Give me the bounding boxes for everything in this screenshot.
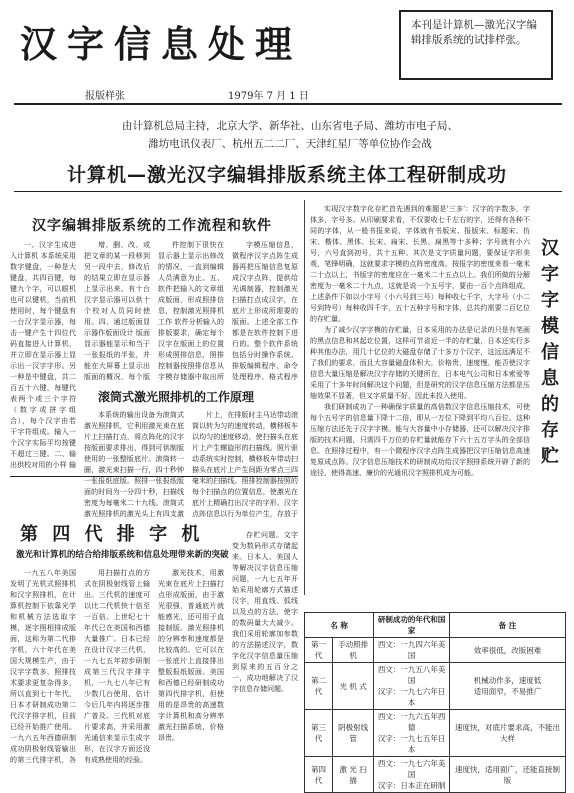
section3-subtitle: 激光和计算机的结合给排版系统和信息处理带来新的突破	[16, 550, 229, 560]
section1-column-2: 增、删、改、或把文章的某一段移到另一段中去，修改后的结果立即在显示器上显示出来。有十台汉字显示器可以供十个校对人员同时使用。四、通过版面显示器作版面设计 版面显示器能显示和当于一张报纸的半张，并能在大屏幕上显示出版面的概况，每个版	[84, 241, 150, 380]
table-row	[305, 638, 566, 663]
headline-rule	[14, 191, 562, 192]
table-cell-name: 光 机 式	[332, 663, 373, 710]
section3-column-4: 存贮问题。文字变为数码形式存储起来。日本人、美国人等解决汉字信息压缩问题，一九七五年开始采用轮廓方式描述汉字，用直线、弧线以及点的方法，使字的数码量大大减少。我们采用轮廓加参数的方法描述汉字，数字化汉字信息量压缩到原来的五百分之一，成功地解决了汉字信息存储问题。	[232, 531, 298, 693]
table-cell-when: 西文：一九五八年美国 汉字：一九七六年日本	[374, 663, 450, 710]
table-cell-when: 西文：一九六五年西德 汉字：一九七五年日本	[374, 710, 450, 757]
table-row	[305, 663, 566, 710]
table-cell-gen: 第一代	[305, 638, 333, 663]
section3-rule	[10, 476, 298, 477]
table-cell-note: 机械动作多，速度低 适用面窄，不易推广	[449, 663, 565, 710]
organizers-line-2: 潍坊电讯仪表厂、杭州五二二厂、天津红星厂等单位协作会战	[148, 138, 432, 150]
vertical-title: 汉字字模信息的存贮	[541, 238, 559, 467]
masthead-title: 汉字信息处理	[20, 22, 302, 66]
issue-date: 1979年 7 月 1 日	[228, 91, 309, 102]
table-row	[305, 710, 566, 757]
main-headline: 计算机—激光汉字编辑排版系统主体工程研制成功	[66, 164, 507, 186]
table-cell-gen: 第二代	[305, 663, 333, 710]
organizers-line-1: 由计算机总局主持，北京大学、新华社、山东省电子局、潍坊市电子局、	[122, 120, 458, 132]
section3-column-2: 用扫描打点的方式在阴极射线管上输出。三代机的速度可以比二代机快十倍至一百倍。上世纪七十年代已在美国和西德大量推广。日本已经在设计汉字三代机，一九七五年初步研制成第三代汉字排字机，一九七八年已有少数几台使用，估计今后几年内将逐步推广普及。三代机对底片要求高，并采用激光通信来显示生成字形，在汉字方面还没有成熟使用的经验。	[84, 569, 150, 764]
right-column-text: 实现汉字数字化存贮首先遇到的难题是'三多'：汉字的字数多，字体多，字号多。从印刷要求看，不仅要收七千左右的字，还得有各种不同的字体，从一般书报来说，字体就有书版宋、报版宋、标题宋、仿宋、楷体、黑体、长宋、扁宋、长黑、扁黑等十多种；字号就有小六号，六号直到初号，共十五种。其次是文字质量问题，要保证字形美观，笔锋明确，这就要求字模的点阵密度高。按报字的密度来看一毫米二十点以上，书版字的密度应在一毫米二十五点以上。我们所做的分解密度为一毫米二十九点，这就是说一个五号字，要由一百个点阵组成，上述条件下如以小字号（小六号到三号）每种收七千字，大字号（小二号到特号）每种收四千字，五十五种字号和字体，总共约需要二百亿位的存贮量。 为了减少汉字字模的存贮量，日本采用的办法是记录的只是有笔画的黑点信息和其起讫位置，这样可节省近一半的存贮量，日本还实行多种其他办法，用几十亿位的大磁盘存储了十多万个汉字，这远远满足不了我们的要求，而且大容量磁盘体积大，价格贵，速度慢。能否使汉字信息大量压缩是解决汉字存储的关键所在，日本电气公司和日本索爱等采用了十多年时间解决这个问题，但是研究的汉字信息压缩方法都是压缩效果不显著，但又字质量不好，因此未投入使用。 我们研制成功了一种确保字质量的高倍数汉字信息压缩技术，可使每个五号字的信息量下降十二倍，即从一万位下降到平均八百位。这种压缩方法还先于汉字字模。能与大容量中小存储器，还可以解决汉字排版的技术问题，只需四千万位的存贮量就能存下六十五万字头的全部信息。在照排过程中，有一个微程序汉字点阵生成器把汉字压缩信息高速复原成点阵。汉字信息压缩技术的研制成功给汉字照排系统开辟了新的途径，使得高速、廉价的光通讯汉字照排机成为可能。	[310, 205, 530, 477]
section1-column-1: 一、汉字生成进入计算机 本系统采用数字键盘，一种是大键盘，共四百键，每键九个字，可以眼机也可以键机，当前机使用时，每个键盘有一台汉字显示器，每击一键产生十四位代码直接进入计算机，并立即在显示器上显示出一汉字字形。另一种是中键盘，共二百五十六键，每键代表两个或三个字符（数字或拼字组合），每个汉字由若干字符组成。输入一个汉字实际平均按键不超过三键。二、输出供校对用的小样 输	[10, 241, 76, 469]
section2-column-2: 片上，在排版时主马达带动滚筒以转为匀的速度转动，横移板车以均匀的速度移动，使扫描头在底片上产生螺旋形的扫描线。照片驱动系统实时控制，横移板车带动扫描头在底片上产生间距为零点三四毫米的扫描线。照排控制器按照的每个扫描点的位置信息，使激光在底片上精确打出汉字的字形。汉字点阵信息以行为单位产生，存放于	[192, 411, 298, 518]
column-divider	[304, 200, 305, 595]
edition-label: 报版样张	[85, 91, 125, 102]
generations-table	[304, 612, 566, 793]
table-cell-name: 手动照排机	[332, 638, 373, 663]
section2-column-1: 本系统的输出设备为滚筒式激光照排机，它利用激光束在底片上扫描打点，将点阵化的汉字按版面要求排出，得到可供制版使用的一张整版底片。滚筒转一圈，激光束扫描一行，四十秒钟一张报纸底版。照排一张报纸版面的时间为一分四十秒，扫描线密度为每毫米二十九线。滚筒式激光照排机的激光头上有四支激	[84, 411, 184, 518]
table-header-note: 备 注	[449, 613, 565, 638]
table-cell-note: 效率很低，改版困难	[449, 638, 565, 663]
section3-title: 第 四 代 排 字 机	[20, 524, 204, 545]
section3-column-1: 一九五八年美国发明了光机式照排机和汉字照排机，在计算机控制下依靠光学和机械方法选取字模，逐字照相排成版面，这称为第二代排字机，六十年代在美国大规模生产，由于汉字字数多，照排技术要求更复杂得多，所以直到七十年代，日本才研制成功第二代汉字排字机，目前已经开始推广使用。一九六五年西德研制成功阴极射线管输出的第三代排字机，各	[10, 569, 76, 764]
publication-notice: 本刊是计算机—激光汉字编辑排版系统的试排样张。	[399, 10, 553, 80]
section1-column-3: 件控制下很快在显示器上显示出修改的情况，一直到编辑人员满意为止。五、软件把输入的文章组成版面，形成照排信息，控制激光照排机工作 软件分析输入的排版要求，确定每个汉字在版面上的位置形成照排信息，照排控制器按照排信息从字模存储器中取出所	[158, 241, 224, 380]
table-cell-when: 西文：一九四六年美国	[374, 638, 450, 663]
table-cell-name: 阴极射线管	[332, 710, 373, 757]
table-row	[305, 757, 566, 793]
table-header-name: 名 称	[305, 613, 374, 638]
table-header-when: 研制成功的年代和国家	[374, 613, 450, 638]
section1-column-4: 字模压缩信息，微程序汉字点阵生成器再把压缩信息复原成汉字点阵，提供给光调制器，控制激光扫描打点成汉字，在底片上形成所需要的版面。上述全部工作都是在软件控制下进行的。整个软件系统包括分时操作系统、排版编辑程序、命令处理程序、格式程序	[232, 241, 298, 380]
section3-column-3: 激光技术，用激光束在底片上扫描打点形成版面，由于激光很强，普通底片就能感光，还可用于直接制版。激光照排机的分辨率和速度都是比较高的。它可以在一张底片上直接排出整版报纸版面。美国和西德已经研制成功第四代排字机，但使用的是昂贵的高速数字计算机和高分辨率激光扫描系统，价格昂贵。	[158, 569, 224, 742]
masthead-rule	[14, 103, 562, 105]
table-cell-when: 西文：一九七六年美国 汉字：日本正在研制	[374, 757, 450, 793]
table-cell-name: 激 光 扫 描	[332, 757, 373, 793]
table-cell-note: 速度快，对底片要求高，不能出大样	[449, 710, 565, 757]
section2-title: 滚筒式激光照排机的工作原理	[98, 390, 255, 404]
section1-title: 汉字编辑排版系统的工作流程和软件	[32, 218, 272, 234]
table-cell-note: 速度快，适用面广，还能直接制版	[449, 757, 565, 793]
table-cell-gen: 第三代	[305, 710, 333, 757]
table-cell-gen: 第四代	[305, 757, 333, 793]
